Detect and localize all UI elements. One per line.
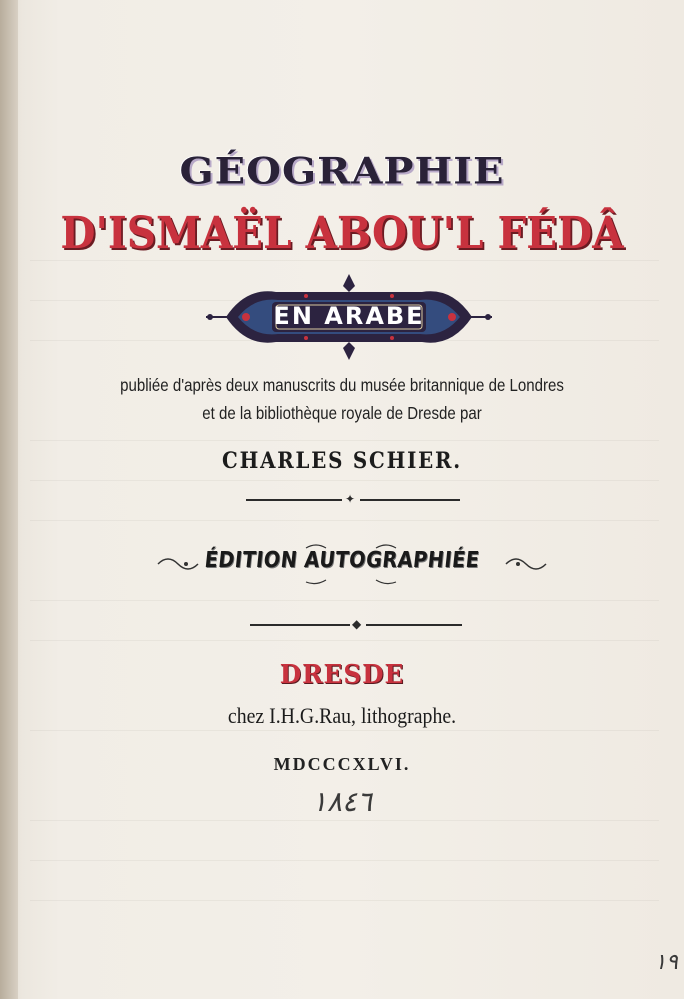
subtitle-line-2: et de la bibliothèque royale de Dresde par: [202, 403, 482, 423]
publication-year: MDCCCXLVI.: [273, 754, 411, 774]
divider-right-2: [366, 624, 462, 626]
handwritten-note: ١٨٤٦: [311, 785, 373, 818]
edition-label: ÉDITION AUTOGRAPHIÉE: [203, 548, 481, 573]
title-author-name: D'ISMAËL ABOU'L FÉDÂ: [60, 208, 624, 259]
banner-text: EN ARABE: [273, 302, 425, 330]
divider-right: [360, 499, 460, 501]
page-corner-mark: ١٩: [654, 950, 678, 975]
divider-left-2: [250, 624, 350, 626]
title-geographie: GÉOGRAPHIE: [179, 150, 505, 193]
divider-ornament-icon: ✦: [345, 492, 356, 506]
divider-left: [246, 499, 342, 501]
divider-ornament-2-icon: ◆: [352, 617, 362, 631]
publisher-line: chez I.H.G.Rau, lithographe.: [227, 703, 457, 728]
subtitle-line-1: publiée d'après deux manuscrits du musée britannique de Londres: [120, 375, 564, 395]
city-name: DRESDE: [279, 660, 405, 690]
en-arabe-banner: [206, 272, 492, 362]
author-name: CHARLES SCHIER.: [222, 448, 462, 474]
